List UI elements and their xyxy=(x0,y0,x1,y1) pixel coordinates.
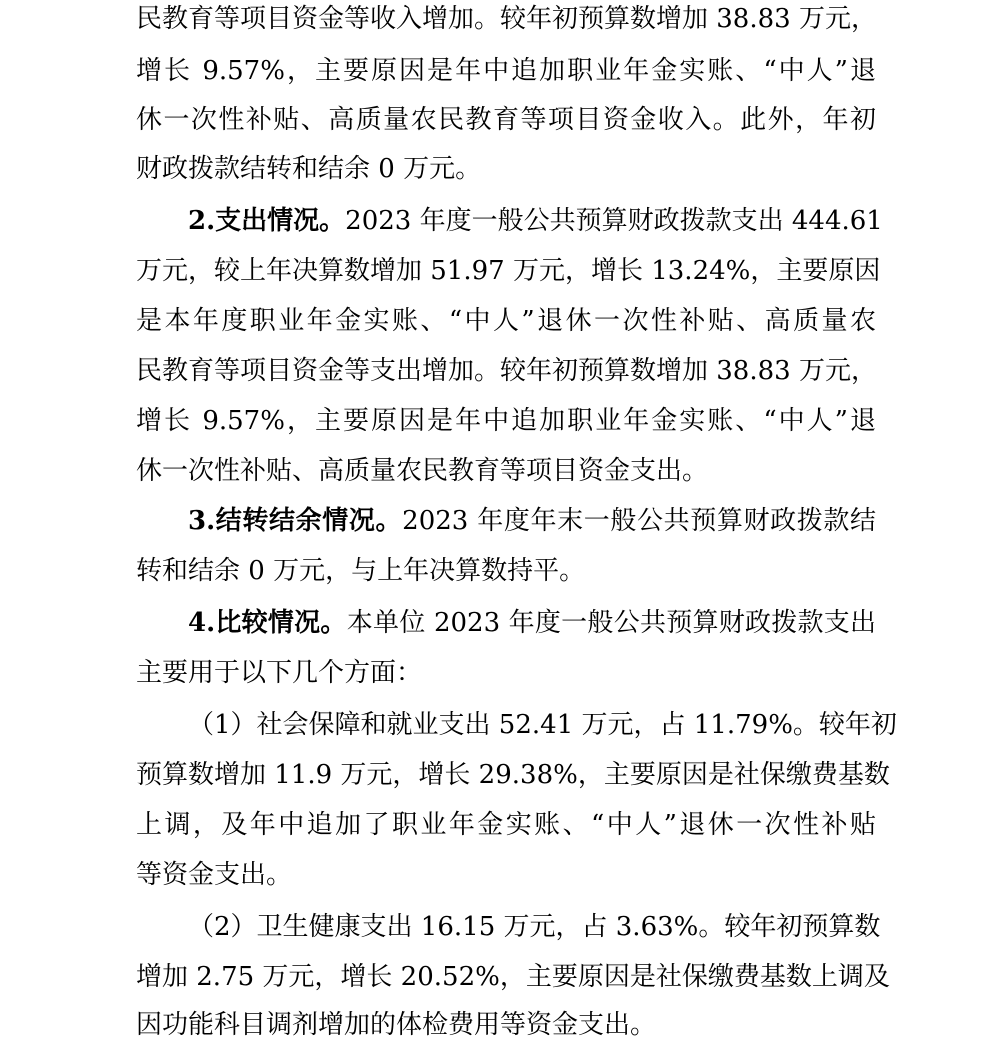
paragraph-line: 休一次性补贴、高质量农民教育等项目资金支出。 xyxy=(136,456,709,486)
section-heading: 3.结转结余情况。 xyxy=(188,506,403,536)
paragraph-line: （1）社会保障和就业支出 52.41 万元，占 11.79%。较年初 xyxy=(188,710,897,740)
section-heading-line xyxy=(188,606,876,640)
section-heading: 4.比较情况。 xyxy=(188,608,347,638)
paragraph-line: 是本年度职业年金实账、“中人”退休一次性补贴、高质量农 xyxy=(136,306,876,336)
paragraph-line: 民教育等项目资金等支出增加。较年初预算数增加 38.83 万元， xyxy=(136,356,877,386)
section-heading-line xyxy=(188,504,876,538)
paragraph-line: 增长 9.57%，主要原因是年中追加职业年金实账、“中人”退 xyxy=(136,406,876,436)
paragraph-line: 万元，较上年决算数增加 51.97 万元，增长 13.24%，主要原因 xyxy=(136,256,881,286)
paragraph-line: 财政拨款结转和结余 0 万元。 xyxy=(136,154,482,184)
paragraph-text: 2023 年度年末一般公共预算财政拨款结 xyxy=(402,506,876,536)
paragraph-line: 增加 2.75 万元，增长 20.52%，主要原因是社保缴费基数上调及 xyxy=(136,962,890,992)
paragraph-line: 转和结余 0 万元，与上年决算数持平。 xyxy=(136,556,586,586)
paragraph-line: 等资金支出。 xyxy=(136,860,293,890)
paragraph-line: 增长 9.57%，主要原因是年中追加职业年金实账、“中人”退 xyxy=(136,56,876,86)
paragraph-text: 2023 年度一般公共预算财政拨款支出 444.61 xyxy=(345,206,883,236)
paragraph-line: 休一次性补贴、高质量农民教育等项目资金收入。此外，年初 xyxy=(136,105,876,135)
section-heading-line xyxy=(188,204,883,238)
paragraph-line: 预算数增加 11.9 万元，增长 29.38%，主要原因是社保缴费基数 xyxy=(136,760,890,790)
paragraph-line: 民教育等项目资金等收入增加。较年初预算数增加 38.83 万元， xyxy=(136,4,877,34)
paragraph-line: 因功能科目调剂增加的体检费用等资金支出。 xyxy=(136,1010,657,1040)
paragraph-text: 本单位 2023 年度一般公共预算财政拨款支出 xyxy=(346,608,876,638)
paragraph-line: （2）卫生健康支出 16.15 万元，占 3.63%。较年初预算数 xyxy=(188,912,881,942)
section-heading: 2.支出情况。 xyxy=(188,206,346,236)
paragraph-line: 主要用于以下几个方面： xyxy=(136,658,423,688)
paragraph-line: 上调，及年中追加了职业年金实账、“中人”退休一次性补贴 xyxy=(136,810,876,840)
